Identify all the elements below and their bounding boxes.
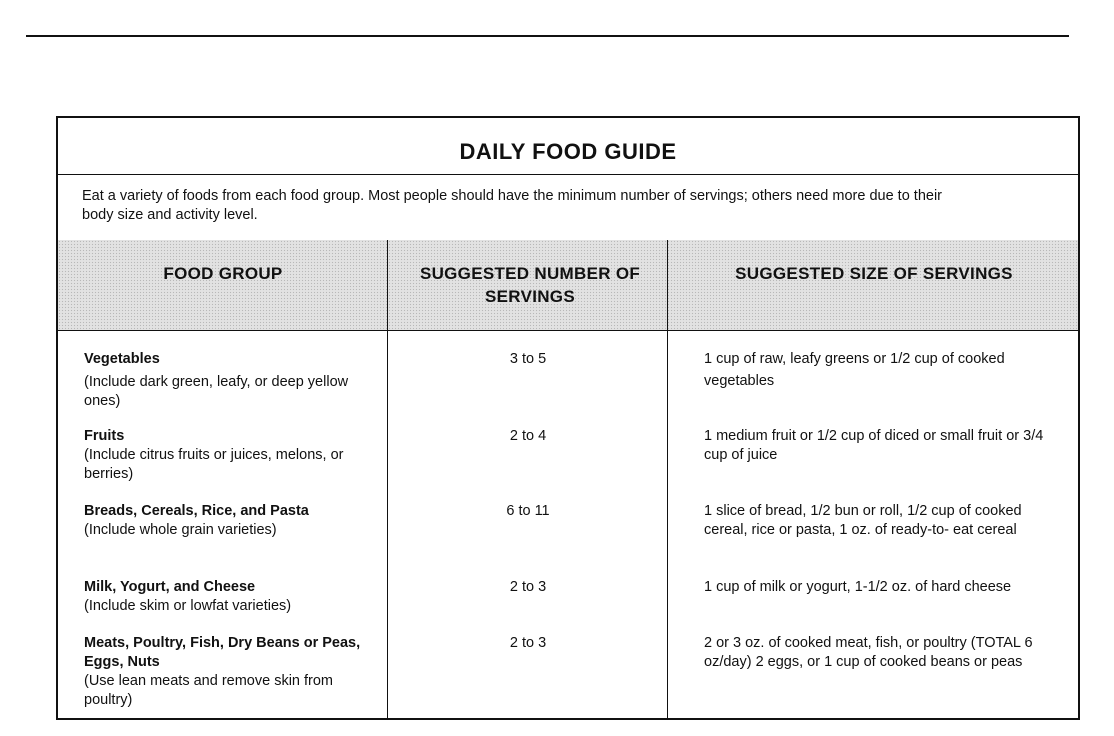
title-row xyxy=(58,118,1078,175)
intro-row xyxy=(58,174,1078,241)
food-group-name: Breads, Cereals, Rice, and Pasta xyxy=(84,503,309,519)
food-group-note: (Include dark green, leafy, or deep yellow ones) xyxy=(84,374,349,409)
header-servings: SUGGESTED NUMBER OF SERVINGS xyxy=(419,264,641,306)
food-group-name: Milk, Yogurt, and Cheese xyxy=(84,579,256,595)
intro-text: Eat a variety of foods from each food group. Most people should have the minimum number of servings; others need more due to their body size and activity level. xyxy=(82,188,942,223)
food-group-name: Fruits xyxy=(84,428,125,444)
table-header xyxy=(58,240,1078,331)
food-group-note: (Include whole grain varieties) xyxy=(84,522,277,538)
serving-size-cell: 1 cup of milk or yogurt, 1-1/2 oz. of hard cheese xyxy=(704,579,1012,595)
top-divider-line xyxy=(26,35,1069,37)
servings-cell: 6 to 11 xyxy=(506,503,550,519)
food-group-cell xyxy=(84,578,384,616)
servings-cell: 2 to 4 xyxy=(509,428,547,444)
serving-size-cell: 2 or 3 oz. of cooked meat, fish, or poultry (TOTAL 6 oz/day) 2 eggs, or 1 cup of cooked beans or peas xyxy=(704,635,1033,670)
header-food-group: FOOD GROUP xyxy=(163,264,283,283)
food-group-cell xyxy=(84,350,384,411)
food-group-cell xyxy=(84,634,384,710)
food-group-note: (Include citrus fruits or juices, melons, or berries) xyxy=(84,447,344,482)
food-group-note: (Use lean meats and remove skin from poultry) xyxy=(84,673,334,708)
food-group-name: Meats, Poultry, Fish, Dry Beans or Peas, Eggs, Nuts xyxy=(84,635,361,670)
servings-cell: 2 to 3 xyxy=(509,635,547,651)
serving-size-cell: 1 cup of raw, leafy greens or 1/2 cup of cooked vegetables xyxy=(704,351,1005,389)
food-group-cell xyxy=(84,427,384,484)
food-group-cell xyxy=(84,502,384,540)
header-serving-size: SUGGESTED SIZE OF SERVINGS xyxy=(735,264,1013,283)
serving-size-cell: 1 medium fruit or 1/2 cup of diced or small fruit or 3/4 cup of juice xyxy=(704,428,1044,463)
food-group-note: (Include skim or lowfat varieties) xyxy=(84,598,292,614)
servings-cell: 3 to 5 xyxy=(509,351,547,367)
serving-size-cell: 1 slice of bread, 1/2 bun or roll, 1/2 cup of cooked cereal, rice or pasta, 1 oz. of ready-to- eat cereal xyxy=(704,503,1022,538)
food-group-name: Vegetables xyxy=(84,351,160,367)
servings-cell: 2 to 3 xyxy=(509,579,547,595)
page-title: DAILY FOOD GUIDE xyxy=(459,139,677,164)
daily-food-guide-table xyxy=(56,116,1080,720)
